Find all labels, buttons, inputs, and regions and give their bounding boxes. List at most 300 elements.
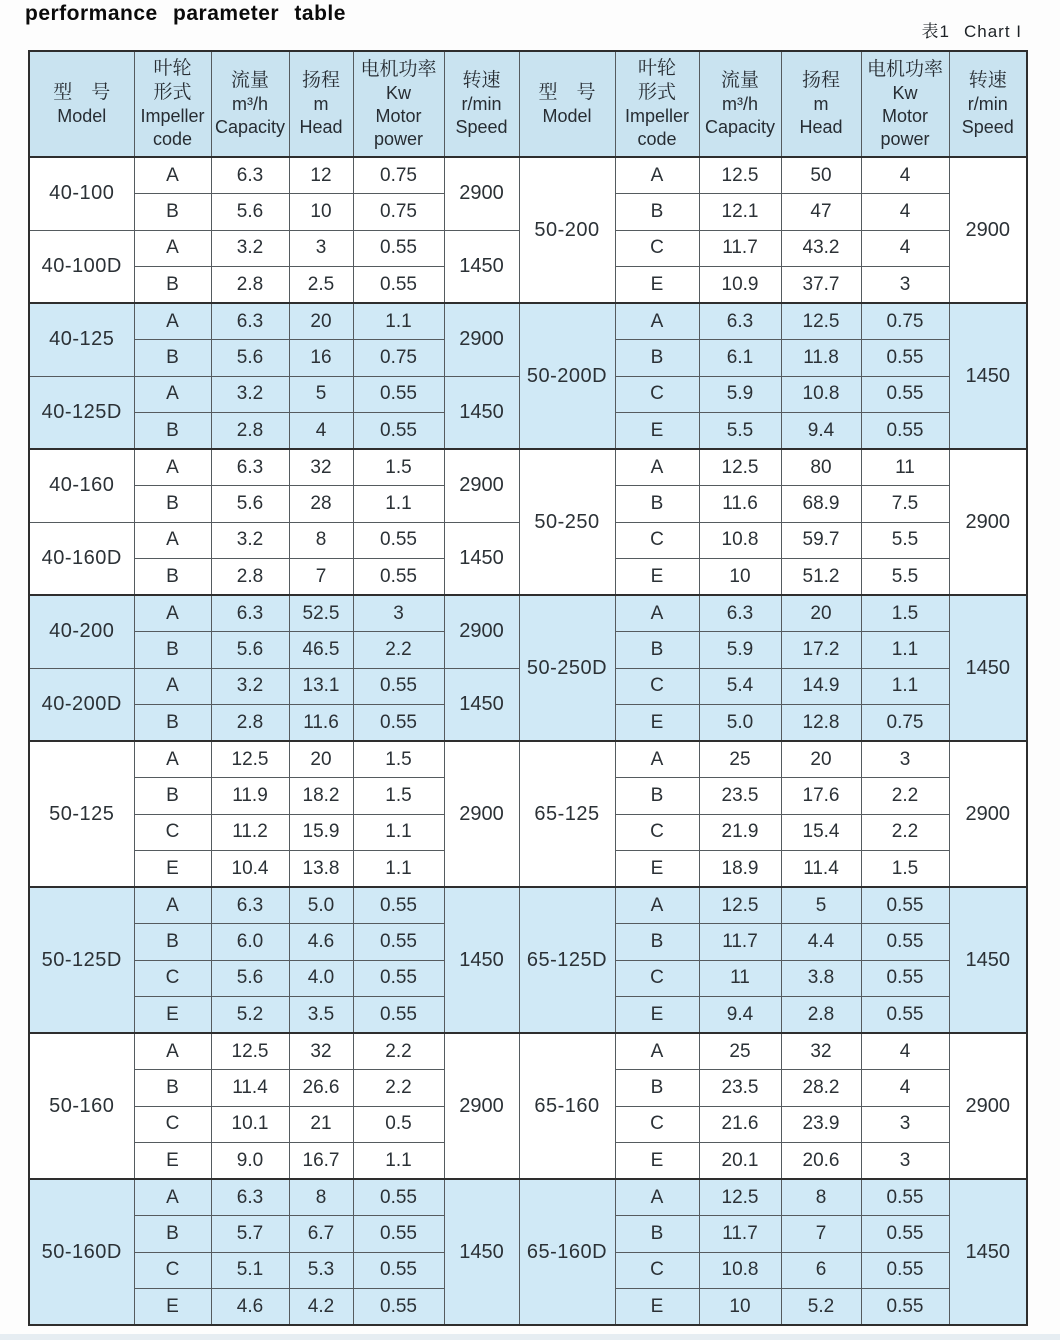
capacity-cell: 10.1	[211, 1106, 289, 1143]
column-header-capacity: 流量 m³/h Capacity	[699, 51, 781, 157]
speed-cell: 2900	[444, 157, 519, 230]
impeller-code-cell: B	[615, 486, 699, 523]
capacity-cell: 2.8	[211, 267, 289, 304]
motor-power-cell: 1.1	[353, 814, 444, 851]
head-cell: 32	[781, 1033, 861, 1070]
impeller-code-cell: B	[134, 632, 211, 669]
head-cell: 32	[289, 449, 353, 486]
impeller-code-cell: A	[134, 303, 211, 340]
head-cell: 12.5	[781, 303, 861, 340]
capacity-cell: 11.6	[699, 486, 781, 523]
head-cell: 20	[289, 741, 353, 778]
impeller-code-cell: B	[134, 486, 211, 523]
impeller-code-cell: B	[615, 1216, 699, 1253]
head-cell: 8	[289, 522, 353, 559]
capacity-cell: 5.7	[211, 1216, 289, 1253]
impeller-code-cell: B	[615, 924, 699, 961]
capacity-cell: 5.0	[699, 705, 781, 742]
table-row	[29, 303, 1027, 340]
impeller-code-cell: C	[134, 814, 211, 851]
motor-power-cell: 2.2	[861, 778, 949, 815]
impeller-code-cell: B	[134, 194, 211, 231]
head-cell: 26.6	[289, 1070, 353, 1107]
speed-cell: 1450	[444, 230, 519, 303]
column-header-head: 扬程 m Head	[289, 51, 353, 157]
model-cell: 65-160D	[519, 1179, 615, 1325]
impeller-code-cell: E	[134, 997, 211, 1034]
column-header-speed: 转速 r/min Speed	[444, 51, 519, 157]
impeller-code-cell: C	[615, 814, 699, 851]
capacity-cell: 3.2	[211, 522, 289, 559]
head-cell: 46.5	[289, 632, 353, 669]
impeller-code-cell: A	[134, 887, 211, 924]
capacity-cell: 10.8	[699, 1252, 781, 1289]
impeller-code-cell: B	[615, 194, 699, 231]
motor-power-cell: 0.55	[353, 1289, 444, 1326]
motor-power-cell: 2.2	[353, 1070, 444, 1107]
capacity-cell: 9.0	[211, 1143, 289, 1180]
head-cell: 5.2	[781, 1289, 861, 1326]
impeller-code-cell: E	[615, 997, 699, 1034]
impeller-code-cell: C	[615, 1252, 699, 1289]
capacity-cell: 5.6	[211, 632, 289, 669]
speed-cell: 1450	[444, 522, 519, 595]
head-cell: 2.8	[781, 997, 861, 1034]
motor-power-cell: 0.55	[353, 267, 444, 304]
impeller-code-cell: A	[615, 595, 699, 632]
impeller-code-cell: A	[615, 303, 699, 340]
speed-cell: 1450	[949, 887, 1027, 1033]
impeller-code-cell: A	[134, 595, 211, 632]
capacity-cell: 11	[699, 960, 781, 997]
motor-power-cell: 1.5	[353, 741, 444, 778]
capacity-cell: 23.5	[699, 1070, 781, 1107]
speed-cell: 1450	[949, 303, 1027, 449]
motor-power-cell: 1.1	[861, 632, 949, 669]
motor-power-cell: 0.55	[861, 340, 949, 377]
impeller-code-cell: B	[134, 1070, 211, 1107]
table-row	[29, 157, 1027, 194]
column-header-head: 扬程 m Head	[781, 51, 861, 157]
head-cell: 47	[781, 194, 861, 231]
motor-power-cell: 1.5	[861, 851, 949, 888]
motor-power-cell: 0.55	[861, 997, 949, 1034]
capacity-cell: 4.6	[211, 1289, 289, 1326]
motor-power-cell: 1.1	[353, 1143, 444, 1180]
head-cell: 6	[781, 1252, 861, 1289]
impeller-code-cell: E	[615, 851, 699, 888]
motor-power-cell: 7.5	[861, 486, 949, 523]
motor-power-cell: 0.55	[353, 924, 444, 961]
column-header-power: 电机功率 Kw Motor power	[353, 51, 444, 157]
impeller-code-cell: A	[615, 157, 699, 194]
speed-cell: 2900	[444, 1033, 519, 1179]
impeller-code-cell: B	[134, 267, 211, 304]
head-cell: 59.7	[781, 522, 861, 559]
motor-power-cell: 11	[861, 449, 949, 486]
impeller-code-cell: B	[134, 413, 211, 450]
model-cell: 40-125	[29, 303, 134, 376]
motor-power-cell: 2.2	[353, 632, 444, 669]
speed-cell: 2900	[444, 741, 519, 887]
impeller-code-cell: B	[615, 340, 699, 377]
impeller-code-cell: C	[615, 230, 699, 267]
capacity-cell: 11.9	[211, 778, 289, 815]
motor-power-cell: 5.5	[861, 559, 949, 596]
capacity-cell: 6.3	[211, 157, 289, 194]
column-header-speed: 转速 r/min Speed	[949, 51, 1027, 157]
impeller-code-cell: A	[615, 1179, 699, 1216]
capacity-cell: 23.5	[699, 778, 781, 815]
model-cell: 40-200	[29, 595, 134, 668]
motor-power-cell: 1.5	[861, 595, 949, 632]
performance-parameter-table	[28, 50, 1028, 1326]
capacity-cell: 6.3	[211, 595, 289, 632]
model-cell: 40-200D	[29, 668, 134, 741]
head-cell: 32	[289, 1033, 353, 1070]
speed-cell: 2900	[949, 741, 1027, 887]
impeller-code-cell: A	[134, 449, 211, 486]
head-cell: 18.2	[289, 778, 353, 815]
capacity-cell: 6.3	[699, 303, 781, 340]
head-cell: 5.0	[289, 887, 353, 924]
capacity-cell: 9.4	[699, 997, 781, 1034]
model-cell: 50-200	[519, 157, 615, 303]
capacity-cell: 11.7	[699, 230, 781, 267]
impeller-code-cell: A	[615, 887, 699, 924]
capacity-cell: 11.7	[699, 1216, 781, 1253]
head-cell: 20	[781, 595, 861, 632]
motor-power-cell: 2.2	[861, 814, 949, 851]
motor-power-cell: 4	[861, 157, 949, 194]
motor-power-cell: 0.55	[353, 376, 444, 413]
speed-cell: 1450	[949, 1179, 1027, 1325]
motor-power-cell: 0.75	[353, 340, 444, 377]
head-cell: 43.2	[781, 230, 861, 267]
column-header-capacity: 流量 m³/h Capacity	[211, 51, 289, 157]
impeller-code-cell: B	[615, 1070, 699, 1107]
model-cell: 40-160	[29, 449, 134, 522]
table-row	[29, 595, 1027, 632]
table-row	[29, 887, 1027, 924]
head-cell: 14.9	[781, 668, 861, 705]
head-cell: 15.4	[781, 814, 861, 851]
speed-cell: 1450	[444, 887, 519, 1033]
capacity-cell: 21.6	[699, 1106, 781, 1143]
motor-power-cell: 0.55	[353, 559, 444, 596]
impeller-code-cell: E	[134, 851, 211, 888]
capacity-cell: 12.5	[699, 449, 781, 486]
head-cell: 28.2	[781, 1070, 861, 1107]
capacity-cell: 10.9	[699, 267, 781, 304]
motor-power-cell: 4	[861, 194, 949, 231]
head-cell: 2.5	[289, 267, 353, 304]
motor-power-cell: 1.5	[353, 449, 444, 486]
impeller-code-cell: E	[615, 705, 699, 742]
impeller-code-cell: B	[134, 559, 211, 596]
page	[0, 2, 1060, 1340]
capacity-cell: 25	[699, 1033, 781, 1070]
caption-zh: 表1	[921, 22, 950, 41]
impeller-code-cell: A	[134, 522, 211, 559]
capacity-cell: 25	[699, 741, 781, 778]
motor-power-cell: 0.75	[353, 194, 444, 231]
head-cell: 4.6	[289, 924, 353, 961]
head-cell: 50	[781, 157, 861, 194]
model-cell: 40-125D	[29, 376, 134, 449]
motor-power-cell: 0.55	[353, 1216, 444, 1253]
page-title: performance parameter table	[25, 2, 346, 25]
motor-power-cell: 0.75	[353, 157, 444, 194]
head-cell: 13.1	[289, 668, 353, 705]
speed-cell: 2900	[444, 449, 519, 522]
motor-power-cell: 3	[861, 1106, 949, 1143]
motor-power-cell: 1.1	[353, 486, 444, 523]
speed-cell: 2900	[444, 303, 519, 376]
model-cell: 50-250D	[519, 595, 615, 741]
motor-power-cell: 3	[861, 1143, 949, 1180]
motor-power-cell: 0.55	[861, 1289, 949, 1326]
impeller-code-cell: A	[134, 1033, 211, 1070]
capacity-cell: 5.6	[211, 194, 289, 231]
capacity-cell: 6.3	[211, 303, 289, 340]
head-cell: 21	[289, 1106, 353, 1143]
capacity-cell: 12.5	[211, 741, 289, 778]
capacity-cell: 5.9	[699, 376, 781, 413]
capacity-cell: 5.6	[211, 340, 289, 377]
motor-power-cell: 0.55	[861, 887, 949, 924]
table-body	[29, 157, 1027, 1325]
head-cell: 51.2	[781, 559, 861, 596]
model-cell: 50-160D	[29, 1179, 134, 1325]
column-header-impeller: 叶轮 形式 Impeller code	[134, 51, 211, 157]
impeller-code-cell: A	[615, 741, 699, 778]
head-cell: 5	[781, 887, 861, 924]
model-cell: 50-125	[29, 741, 134, 887]
head-cell: 5	[289, 376, 353, 413]
model-cell: 40-100D	[29, 230, 134, 303]
head-cell: 4.4	[781, 924, 861, 961]
head-cell: 23.9	[781, 1106, 861, 1143]
motor-power-cell: 4	[861, 230, 949, 267]
head-cell: 10	[289, 194, 353, 231]
motor-power-cell: 0.55	[353, 230, 444, 267]
model-cell: 50-200D	[519, 303, 615, 449]
head-cell: 4	[289, 413, 353, 450]
capacity-cell: 2.8	[211, 705, 289, 742]
motor-power-cell: 0.55	[861, 1179, 949, 1216]
capacity-cell: 3.2	[211, 668, 289, 705]
capacity-cell: 5.4	[699, 668, 781, 705]
head-cell: 15.9	[289, 814, 353, 851]
impeller-code-cell: A	[615, 1033, 699, 1070]
motor-power-cell: 3	[861, 267, 949, 304]
impeller-code-cell: E	[134, 1143, 211, 1180]
table-header	[29, 51, 1027, 157]
motor-power-cell: 0.55	[861, 1216, 949, 1253]
head-cell: 11.8	[781, 340, 861, 377]
model-cell: 50-125D	[29, 887, 134, 1033]
capacity-cell: 6.3	[211, 887, 289, 924]
impeller-code-cell: C	[615, 376, 699, 413]
capacity-cell: 12.5	[699, 1179, 781, 1216]
head-cell: 17.6	[781, 778, 861, 815]
motor-power-cell: 5.5	[861, 522, 949, 559]
motor-power-cell: 0.55	[353, 960, 444, 997]
impeller-code-cell: B	[134, 705, 211, 742]
motor-power-cell: 0.55	[353, 705, 444, 742]
model-cell: 65-160	[519, 1033, 615, 1179]
impeller-code-cell: A	[615, 449, 699, 486]
head-cell: 3.8	[781, 960, 861, 997]
speed-cell: 2900	[949, 1033, 1027, 1179]
head-cell: 20	[289, 303, 353, 340]
motor-power-cell: 2.2	[353, 1033, 444, 1070]
capacity-cell: 10	[699, 559, 781, 596]
impeller-code-cell: A	[134, 376, 211, 413]
head-cell: 8	[781, 1179, 861, 1216]
capacity-cell: 10.8	[699, 522, 781, 559]
capacity-cell: 6.1	[699, 340, 781, 377]
capacity-cell: 11.4	[211, 1070, 289, 1107]
head-cell: 7	[781, 1216, 861, 1253]
speed-cell: 1450	[949, 595, 1027, 741]
motor-power-cell: 0.55	[353, 997, 444, 1034]
scan-edge-strip	[0, 1334, 1060, 1340]
table-caption	[922, 17, 1023, 44]
head-cell: 4.2	[289, 1289, 353, 1326]
head-cell: 3.5	[289, 997, 353, 1034]
column-header-model: 型 号 Model	[29, 51, 134, 157]
head-cell: 17.2	[781, 632, 861, 669]
head-cell: 20.6	[781, 1143, 861, 1180]
motor-power-cell: 0.55	[353, 1252, 444, 1289]
motor-power-cell: 1.1	[353, 303, 444, 340]
page-header	[25, 2, 1022, 44]
impeller-code-cell: C	[615, 668, 699, 705]
capacity-cell: 3.2	[211, 376, 289, 413]
impeller-code-cell: A	[134, 230, 211, 267]
head-cell: 12.8	[781, 705, 861, 742]
head-cell: 11.6	[289, 705, 353, 742]
impeller-code-cell: E	[134, 1289, 211, 1326]
impeller-code-cell: B	[134, 924, 211, 961]
motor-power-cell: 0.55	[353, 887, 444, 924]
impeller-code-cell: C	[615, 1106, 699, 1143]
impeller-code-cell: C	[615, 522, 699, 559]
head-cell: 3	[289, 230, 353, 267]
head-cell: 9.4	[781, 413, 861, 450]
capacity-cell: 12.5	[211, 1033, 289, 1070]
head-cell: 13.8	[289, 851, 353, 888]
capacity-cell: 5.1	[211, 1252, 289, 1289]
capacity-cell: 5.9	[699, 632, 781, 669]
head-cell: 12	[289, 157, 353, 194]
table-row	[29, 741, 1027, 778]
impeller-code-cell: C	[615, 960, 699, 997]
impeller-code-cell: B	[134, 340, 211, 377]
impeller-code-cell: E	[615, 267, 699, 304]
capacity-cell: 2.8	[211, 413, 289, 450]
capacity-cell: 6.0	[211, 924, 289, 961]
column-header-power: 电机功率 Kw Motor power	[861, 51, 949, 157]
capacity-cell: 6.3	[211, 1179, 289, 1216]
capacity-cell: 6.3	[699, 595, 781, 632]
impeller-code-cell: A	[134, 741, 211, 778]
table-row	[29, 449, 1027, 486]
capacity-cell: 10	[699, 1289, 781, 1326]
capacity-cell: 18.9	[699, 851, 781, 888]
head-cell: 68.9	[781, 486, 861, 523]
impeller-code-cell: A	[134, 668, 211, 705]
motor-power-cell: 0.75	[861, 303, 949, 340]
speed-cell: 1450	[444, 1179, 519, 1325]
impeller-code-cell: B	[134, 1216, 211, 1253]
capacity-cell: 11.7	[699, 924, 781, 961]
speed-cell: 1450	[444, 376, 519, 449]
impeller-code-cell: C	[134, 1252, 211, 1289]
speed-cell: 1450	[444, 668, 519, 741]
motor-power-cell: 0.55	[861, 924, 949, 961]
model-cell: 50-160	[29, 1033, 134, 1179]
capacity-cell: 12.5	[699, 157, 781, 194]
motor-power-cell: 4	[861, 1033, 949, 1070]
caption-en: Chart I	[963, 22, 1022, 41]
impeller-code-cell: E	[615, 1289, 699, 1326]
impeller-code-cell: E	[615, 559, 699, 596]
column-header-impeller: 叶轮 形式 Impeller code	[615, 51, 699, 157]
capacity-cell: 5.2	[211, 997, 289, 1034]
motor-power-cell: 4	[861, 1070, 949, 1107]
impeller-code-cell: A	[134, 157, 211, 194]
impeller-code-cell: E	[615, 413, 699, 450]
head-cell: 16.7	[289, 1143, 353, 1180]
motor-power-cell: 1.5	[353, 778, 444, 815]
impeller-code-cell: B	[615, 632, 699, 669]
impeller-code-cell: C	[134, 1106, 211, 1143]
head-cell: 7	[289, 559, 353, 596]
impeller-code-cell: C	[134, 960, 211, 997]
motor-power-cell: 0.55	[861, 1252, 949, 1289]
model-cell: 40-100	[29, 157, 134, 230]
motor-power-cell: 0.55	[353, 522, 444, 559]
model-cell: 65-125D	[519, 887, 615, 1033]
motor-power-cell: 3	[861, 741, 949, 778]
motor-power-cell: 0.5	[353, 1106, 444, 1143]
head-cell: 28	[289, 486, 353, 523]
head-cell: 8	[289, 1179, 353, 1216]
model-cell: 50-250	[519, 449, 615, 595]
impeller-code-cell: B	[615, 778, 699, 815]
motor-power-cell: 0.55	[353, 413, 444, 450]
head-cell: 20	[781, 741, 861, 778]
table-row	[29, 1179, 1027, 1216]
model-cell: 65-125	[519, 741, 615, 887]
capacity-cell: 5.5	[699, 413, 781, 450]
motor-power-cell: 0.55	[353, 1179, 444, 1216]
capacity-cell: 20.1	[699, 1143, 781, 1180]
speed-cell: 2900	[444, 595, 519, 668]
motor-power-cell: 0.55	[353, 668, 444, 705]
capacity-cell: 12.5	[699, 887, 781, 924]
head-cell: 37.7	[781, 267, 861, 304]
motor-power-cell: 0.55	[861, 376, 949, 413]
capacity-cell: 6.3	[211, 449, 289, 486]
motor-power-cell: 0.55	[861, 413, 949, 450]
speed-cell: 2900	[949, 449, 1027, 595]
capacity-cell: 10.4	[211, 851, 289, 888]
column-header-model: 型 号 Model	[519, 51, 615, 157]
